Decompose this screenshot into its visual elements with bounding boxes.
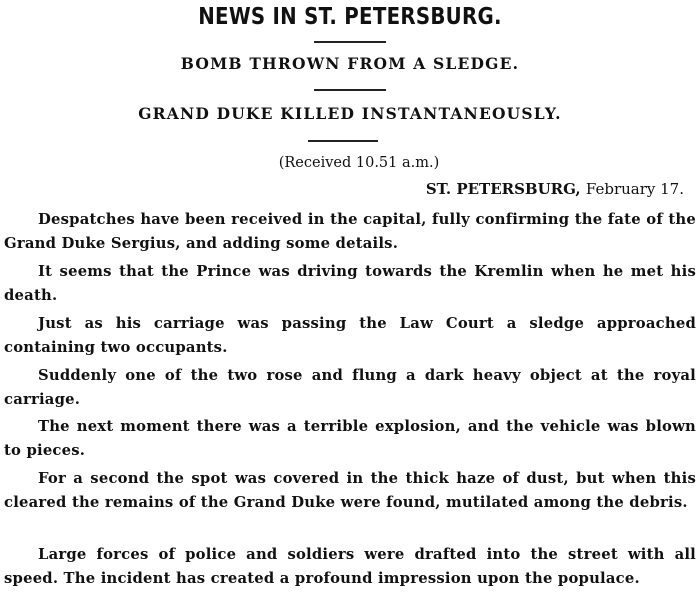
- paragraph: It seems that the Prince was driving towards the Kremlin when he met his death.: [4, 263, 696, 304]
- divider-rule: [314, 41, 386, 43]
- paragraph: Suddenly one of the two rose and flung a dark heavy object at the royal carriage.: [4, 367, 696, 408]
- divider-rule: [308, 140, 378, 142]
- paragraph: For a second the spot was covered in the thick haze of dust, but when this cleared the remains of the Grand Duke were found, mutilated among the debris.: [4, 470, 696, 511]
- paragraph: Just as his carriage was passing the Law Court a sledge approached containing two occupants.: [4, 315, 696, 356]
- dateline-date: February 17.: [585, 180, 684, 198]
- subheadline-bomb: BOMB THROWN FROM A SLEDGE.: [180, 54, 520, 73]
- paragraph: Large forces of police and soldiers were drafted into the street with all speed. The incident has created a profound impression upon the populace.: [4, 546, 696, 587]
- paragraph: Despatches have been received in the capital, fully confirming the fate of the Grand Duke Sergius, and adding some details.: [4, 211, 696, 252]
- dateline: [426, 180, 684, 198]
- divider-rule: [314, 89, 386, 91]
- article-title: NEWS IN ST. PETERSBURG.: [198, 4, 502, 30]
- dateline-place: ST. PETERSBURG,: [425, 180, 581, 198]
- subheadline-grand-duke: GRAND DUKE KILLED INSTANTANEOUSLY.: [138, 104, 562, 123]
- paragraph: The next moment there was a terrible explosion, and the vehicle was blown to pieces.: [4, 418, 696, 459]
- received-time: (Received 10.51 a.m.): [278, 155, 440, 171]
